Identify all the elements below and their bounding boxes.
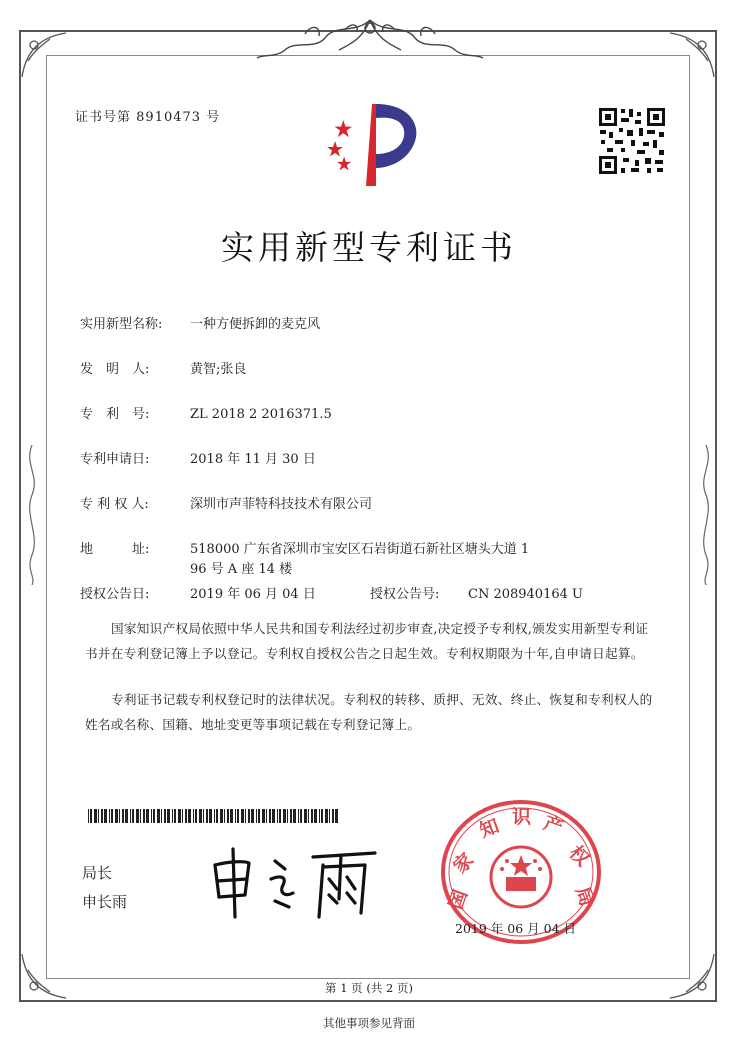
svg-text:家: 家 xyxy=(449,848,479,878)
field-value: CN 208940164 U xyxy=(468,587,583,602)
field-value: 518000 广东省深圳市宝安区石岩街道石新社区塘头大道 1 xyxy=(190,542,530,557)
patent-logo-icon xyxy=(318,98,426,190)
field-value: 深圳市声菲特科技技术有限公司 xyxy=(190,497,373,512)
field-label: 授权公告号: xyxy=(370,587,440,602)
field-value: 一种方便拆卸的麦克风 xyxy=(190,317,321,332)
field-grant-date xyxy=(80,583,316,602)
svg-text:国: 国 xyxy=(444,886,473,913)
field-label: 实用新型名称: xyxy=(80,317,163,332)
field-value: 96 号 A 座 14 楼 xyxy=(190,562,293,577)
field-value: 2018 年 11 月 30 日 xyxy=(190,452,316,467)
svg-text:权: 权 xyxy=(564,841,594,871)
certificate-title: 实用新型专利证书 xyxy=(221,228,517,267)
field-patent-number xyxy=(80,403,332,422)
svg-text:知: 知 xyxy=(476,814,503,843)
qr-code-icon xyxy=(597,106,667,176)
field-filing-date xyxy=(80,448,316,467)
svg-text:局: 局 xyxy=(570,883,599,910)
ornament-icon xyxy=(696,445,716,585)
ornament-icon xyxy=(668,31,716,79)
signatory-title: 局长 xyxy=(82,864,113,882)
ornament-icon xyxy=(20,31,68,79)
field-utility-model-name xyxy=(80,313,320,332)
svg-text:产: 产 xyxy=(540,811,567,840)
field-label: 授权公告日: xyxy=(80,587,150,602)
field-value: 2019 年 06 月 04 日 xyxy=(190,587,316,602)
field-label: 专 利 权 人: xyxy=(80,497,149,512)
barcode-icon xyxy=(88,809,338,823)
field-label: 发 明 人: xyxy=(80,362,150,377)
ornament-icon xyxy=(255,14,485,64)
field-value: 黄智;张良 xyxy=(190,362,247,377)
signatory-name: 申长雨 xyxy=(82,893,128,911)
handwritten-signature xyxy=(205,843,390,923)
svg-text:识: 识 xyxy=(512,806,532,828)
field-label: 地 址: xyxy=(80,542,150,557)
seal-date: 2019 年 06 月 04 日 xyxy=(455,921,576,936)
ornament-icon xyxy=(22,445,42,585)
certificate-number-value: 8910473 xyxy=(136,110,202,125)
field-grant-number xyxy=(370,583,583,602)
field-inventor xyxy=(80,358,246,377)
paragraph-grant-statement: 国家知识产权局依照中华人民共和国专利法经过初步审查,决定授予专利权,颁发实用新型专利证书并在专利登记簿上予以登记。专利权自授权公告之日起生效。专利权期限为十年,自申请日起算。 xyxy=(85,621,649,661)
paragraph-legal-status: 专利证书记载专利权登记时的法律状况。专利权的转移、质押、无效、终止、恢复和专利权人的姓名或名称、国籍、地址变更等事项记载在专利登记簿上。 xyxy=(85,692,653,732)
certificate-number-suffix: 号 xyxy=(206,110,221,125)
field-value: ZL 2018 2 2016371.5 xyxy=(190,407,332,422)
field-label: 专 利 号: xyxy=(80,407,150,422)
field-address xyxy=(80,538,529,557)
page-number: 第 1 页 (共 2 页) xyxy=(325,981,413,995)
certificate-number-label: 证书号第 xyxy=(75,110,132,125)
field-label: 专利申请日: xyxy=(80,452,150,467)
certificate-number xyxy=(75,106,220,125)
field-address-line2 xyxy=(190,558,292,577)
field-patentee xyxy=(80,493,372,512)
back-page-note: 其他事项参见背面 xyxy=(323,1016,415,1030)
